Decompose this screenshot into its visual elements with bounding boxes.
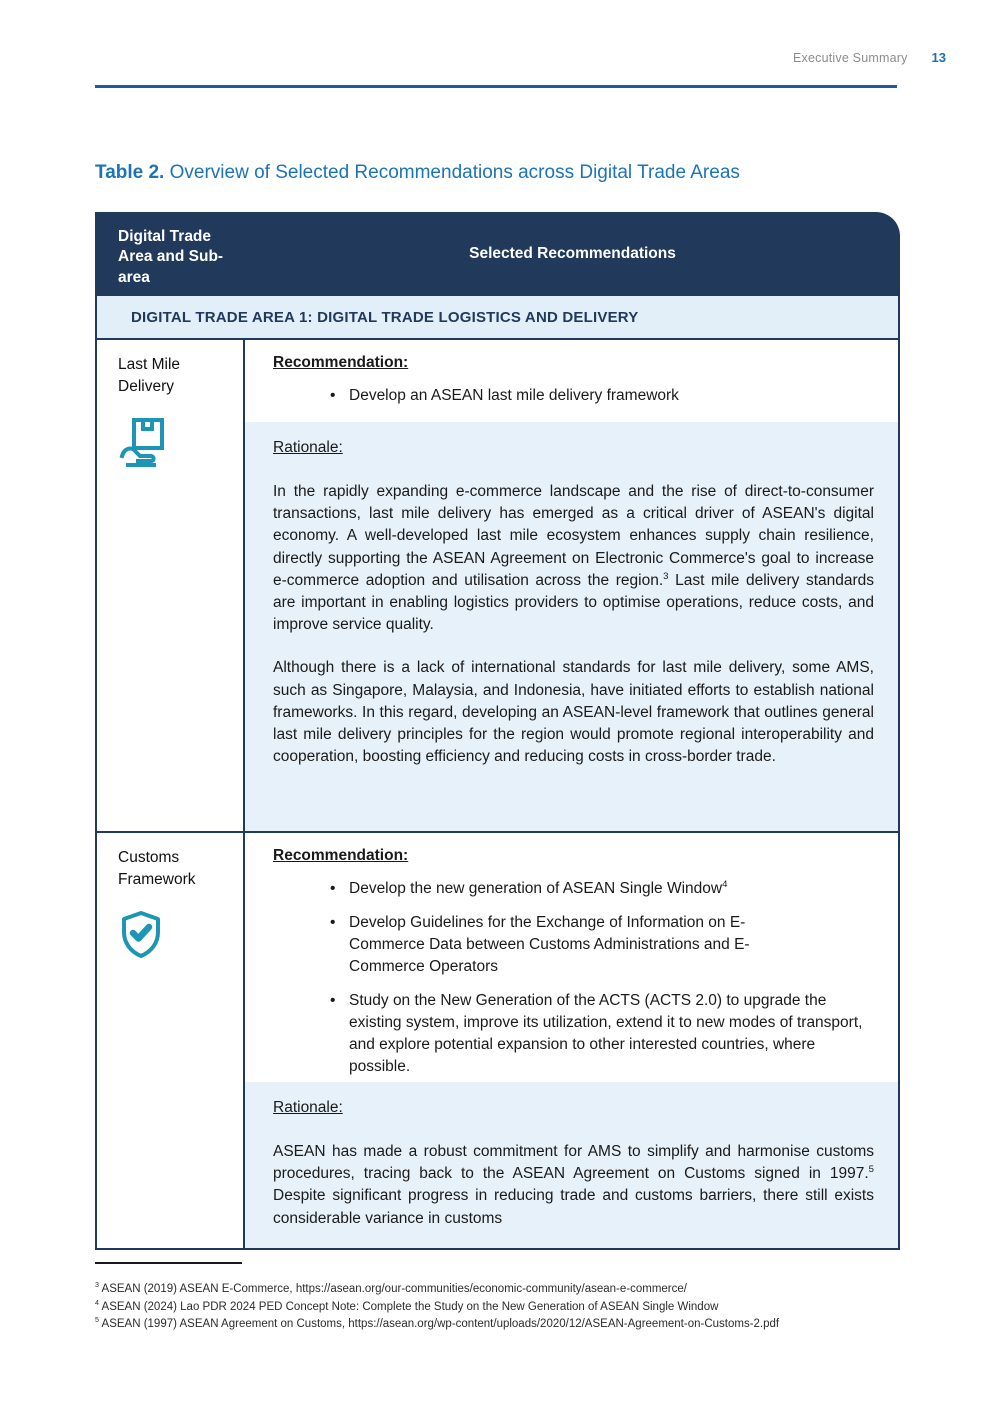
recommendation-text: Develop the new generation of ASEAN Single Window <box>349 880 723 897</box>
running-header <box>793 50 946 65</box>
footnote <box>95 1316 915 1334</box>
table-title <box>95 162 925 184</box>
recommendation-block <box>245 340 898 422</box>
rationale-block <box>245 422 898 831</box>
footnote-ref-5: 5 <box>868 1164 874 1176</box>
footnote-marker: 5 <box>95 1316 99 1325</box>
footnote-text: ASEAN (1997) ASEAN Agreement on Customs, https://asean.org/wp-content/uploads/2020/12/ASEAN-Agreement-on-Customs-2.pdf <box>98 1318 780 1331</box>
shield-check-icon <box>119 910 235 965</box>
area-cell-last-mile <box>97 340 245 831</box>
footnote <box>95 1281 915 1299</box>
footnote-text: ASEAN (2019) ASEAN E-Commerce, https://asean.org/our-communities/economic-community/asean-e-commerce/ <box>98 1283 687 1295</box>
footnote-text: ASEAN (2024) Lao PDR 2024 PED Concept Note: Complete the Study on the New Generation of ASEAN Single Window <box>98 1300 719 1313</box>
column-header-area: Digital Trade Area and Sub-area <box>118 228 224 286</box>
footnotes <box>95 1281 915 1334</box>
table-header-row <box>95 212 900 296</box>
recommendations-table <box>95 212 900 1250</box>
recommendation-block <box>245 833 898 1082</box>
rationale-body <box>273 1141 874 1230</box>
column-header-recommendations: Selected Recommendations <box>469 245 676 262</box>
footnote-ref-4: 4 <box>722 878 728 890</box>
table-title-text: Overview of Selected Recommendations across Digital Trade Areas <box>164 162 740 183</box>
rationale-heading: Rationale: <box>273 439 343 456</box>
recommendation-heading: Recommendation: <box>273 354 409 371</box>
rationale-paragraph <box>273 1141 874 1230</box>
footnote <box>95 1299 915 1317</box>
rationale-text: Despite significant progress in reducing trade and customs barriers, there still exists considerable variance in customs <box>273 1187 874 1227</box>
footnote-ref-3: 3 <box>663 570 669 582</box>
page-number: 13 <box>931 50 946 65</box>
rationale-text: In the rapidly expanding e-commerce landscape and the rise of direct-to-consumer transactions, last mile delivery has emerged as a critical driver of ASEAN's digital economy. A well-developed last mile ecosystem enhances supply chain resilience, directly supporting the ASEAN Agreement on Electronic Commerce's goal to increase e-commerce adoption and utilisation across the region. <box>273 483 874 589</box>
rationale-heading: Rationale: <box>273 1099 343 1116</box>
table-row <box>95 340 900 831</box>
footnote-marker: 4 <box>95 1298 99 1307</box>
table-row <box>95 831 900 1248</box>
content-cell <box>245 833 898 1248</box>
rationale-block <box>245 1082 898 1248</box>
running-header-section: Executive Summary <box>792 51 908 65</box>
rationale-paragraph: Although there is a lack of international standards for last mile delivery, some AMS, such as Singapore, Malaysia, and Indonesia, have initiated efforts to establish national frameworks. In this regard, developing an ASEAN-level framework that outlines general last mile delivery principles for the region would promote regional interoperability and cooperation, boosting efficiency and reducing costs in cross-border trade. <box>273 659 874 766</box>
hand-holding-package-icon <box>119 417 235 474</box>
area-label: Customs Framework <box>118 849 196 889</box>
recommendation-heading: Recommendation: <box>273 847 409 864</box>
section-banner-area1: DIGITAL TRADE AREA 1: DIGITAL TRADE LOGISTICS AND DELIVERY <box>95 296 900 340</box>
content-cell <box>245 340 898 831</box>
recommendation-item <box>330 878 874 900</box>
recommendation-item: • Develop Guidelines for the Exchange of Information on E-Commerce Data between Customs Administrations and E-Commerce Operators <box>330 912 808 978</box>
recommendation-item: • Study on the New Generation of the ACTS (ACTS 2.0) to upgrade the existing system, improve its utilization, extend it to new modes of transport, and explore potential expansion to other interested countries, where possible. <box>330 990 874 1078</box>
recommendation-list <box>273 385 874 407</box>
rationale-paragraph <box>273 481 874 636</box>
rationale-text: Last mile delivery standards are important in enabling logistics providers to optimise operations, reduce costs, and improve service quality. <box>273 571 875 634</box>
footnote-marker: 3 <box>95 1281 99 1290</box>
table-title-prefix: Table 2. <box>95 162 165 183</box>
recommendation-list <box>273 878 874 1078</box>
footnote-separator <box>95 1262 242 1264</box>
recommendation-item: • Develop an ASEAN last mile delivery framework <box>330 385 874 407</box>
header-rule <box>95 85 897 88</box>
rationale-body <box>273 481 874 768</box>
area-label: Last Mile Delivery <box>118 356 181 396</box>
area-cell-customs <box>97 833 245 1248</box>
rationale-text: ASEAN has made a robust commitment for AMS to simplify and harmonise customs procedures, tracing back to the ASEAN Agreement on Customs signed in 1997. <box>273 1143 874 1183</box>
